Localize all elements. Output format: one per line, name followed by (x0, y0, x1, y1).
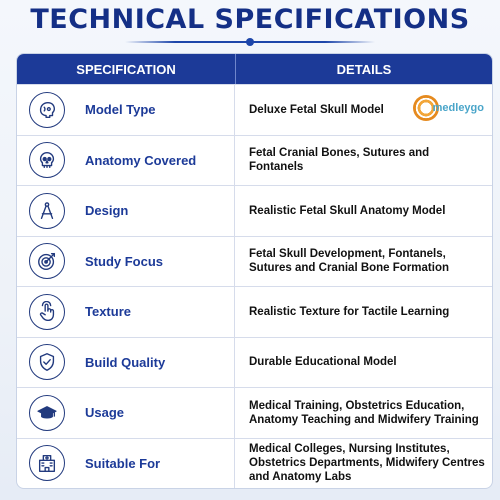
spec-cell (17, 85, 235, 135)
spec-label: Usage (85, 405, 125, 421)
details-cell (235, 287, 492, 337)
details-text: Fetal Cranial Bones, Sutures and Fontanels (249, 147, 430, 174)
spec-cell (17, 186, 235, 236)
logo-text: medleygo (432, 102, 484, 114)
details-cell (235, 136, 492, 186)
skull-icon (29, 142, 65, 178)
details-text: Fetal Skull Development, Fontanels, Sutures and Cranial Bone Formation (249, 248, 449, 275)
spec-label: Study Focus (85, 253, 164, 269)
details-text: Realistic Texture for Tactile Learning (249, 305, 450, 318)
spec-cell (17, 136, 235, 186)
spec-label: Anatomy Covered (85, 152, 197, 168)
table-row (17, 135, 492, 186)
details-text: Durable Educational Model (249, 356, 397, 369)
spec-label: Model Type (85, 102, 156, 118)
table-row (17, 337, 492, 388)
spec-cell (17, 338, 235, 388)
details-cell (235, 388, 492, 438)
header-specification: SPECIFICATION (17, 54, 236, 84)
spec-label: Texture (85, 304, 131, 320)
details-text: Deluxe Fetal Skull Model (249, 103, 384, 116)
table-row (17, 387, 492, 438)
shield-check-icon (29, 344, 65, 380)
spec-cell (17, 388, 235, 438)
hand-touch-icon (29, 294, 65, 330)
details-cell (235, 186, 492, 236)
table-row (17, 84, 492, 135)
spec-cell (17, 439, 235, 489)
hospital-icon (29, 445, 65, 481)
details-cell (235, 338, 492, 388)
spec-label: Build Quality (85, 354, 166, 370)
table-row (17, 185, 492, 236)
details-text: Realistic Fetal Skull Anatomy Model (249, 204, 446, 217)
table-row (17, 438, 492, 489)
details-text: Medical Training, Obstetrics Education, Anatomy Teaching and Midwifery Training (249, 399, 479, 426)
spec-label: Design (85, 203, 129, 219)
table-header (17, 54, 492, 84)
details-cell (235, 85, 492, 135)
skull-profile-icon (29, 92, 65, 128)
details-cell (235, 439, 492, 489)
title-divider (125, 41, 375, 43)
spec-table (16, 53, 493, 489)
table-row (17, 286, 492, 337)
target-icon (29, 243, 65, 279)
header-details: DETAILS (336, 61, 392, 77)
compass-icon (29, 193, 65, 229)
spec-cell (17, 287, 235, 337)
details-cell (235, 237, 492, 287)
brand-logo (413, 95, 484, 121)
graduation-cap-icon (29, 395, 65, 431)
table-row (17, 236, 492, 287)
details-text: Medical Colleges, Nursing Institutes, Obstetrics Departments, Midwifery Centres and Anatomy Labs (249, 443, 485, 484)
spec-label: Suitable For (85, 455, 161, 471)
spec-cell (17, 237, 235, 287)
page-title: TECHNICAL SPECIFICATIONS (30, 4, 470, 35)
